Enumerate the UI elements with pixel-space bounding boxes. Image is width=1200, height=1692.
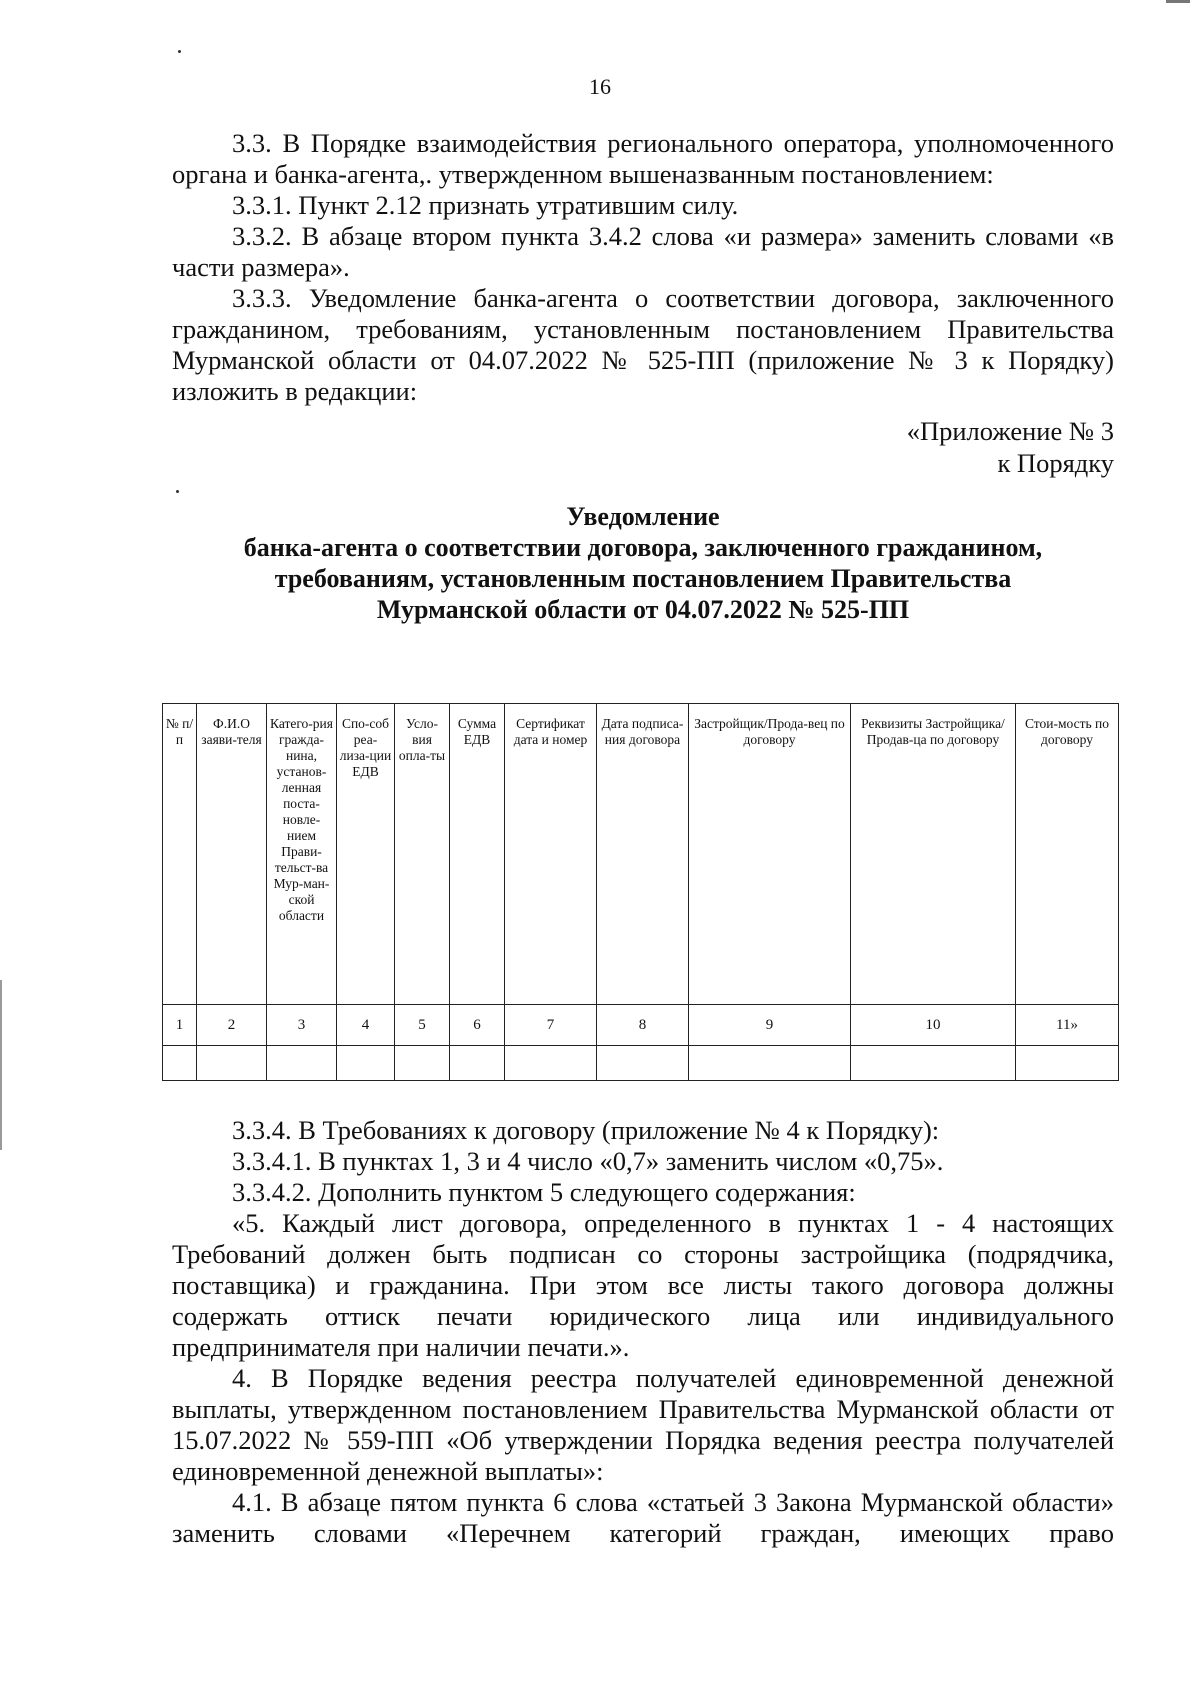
empty-cell (597, 1046, 689, 1081)
bottom-text-block (172, 1115, 1114, 1549)
col-number-cell: 4 (337, 1005, 395, 1046)
document-title: Уведомление (566, 502, 720, 531)
empty-cell (851, 1046, 1016, 1081)
document-subtitle-line3: Мурманской области от 04.07.2022 № 525-ПП (376, 595, 910, 624)
col-header-number: № п/п (163, 704, 197, 1005)
col-number-cell: 2 (197, 1005, 267, 1046)
notification-table (162, 703, 1119, 1081)
document-subtitle-line1: банка-агента о соответствии договора, заключенного гражданином, (243, 533, 1043, 562)
empty-cell (505, 1046, 597, 1081)
col-header-citizen-category: Катего-рия гражда-нина, установ-ленная поста-новле-нием Прави-тельст-ва Мур-ман-ской области (267, 704, 337, 1005)
paragraph-3-3-3: 3.3.3. Уведомление банка-агента о соответствии договора, заключенного гражданином, требованиям, установленным постановлением Правительства Мурманской области от 04.07.2022 № 525-ПП (приложение № 3 к Порядку) изложить в редакции: (172, 283, 1114, 406)
col-number-cell: 9 (689, 1005, 851, 1046)
col-number-cell: 1 (163, 1005, 197, 1046)
table-header-row (163, 704, 1119, 1005)
col-header-signing-date: Дата подписа-ния договора (597, 704, 689, 1005)
paragraph-3-3-2: 3.3.2. В абзаце втором пункта 3.4.2 слова «и размера» заменить словами «в части размера». (172, 221, 1114, 282)
col-header-certificate: Сертификат дата и номер (505, 704, 597, 1005)
scan-edge-mark (1166, 0, 1190, 3)
empty-cell (450, 1046, 505, 1081)
scan-speck (176, 490, 179, 493)
col-header-payment-method: Спо-соб реа-лиза-ции ЕДВ (337, 704, 395, 1005)
col-header-developer-requisites: Реквизиты Застройщика/Продав-ца по договору (851, 704, 1016, 1005)
top-text-block (172, 128, 1114, 625)
col-header-payment-terms: Усло-вия опла-ты (395, 704, 450, 1005)
table-column-numbers-row (163, 1005, 1119, 1046)
table-empty-row (163, 1046, 1119, 1081)
col-number-cell: 6 (450, 1005, 505, 1046)
paragraph-3-3-4-2: 3.3.4.2. Дополнить пунктом 5 следующего содержания: (232, 1177, 856, 1207)
col-number-cell: 5 (395, 1005, 450, 1046)
col-header-contract-cost: Стои-мость по договору (1016, 704, 1119, 1005)
paragraph-4: 4. В Порядке ведения реестра получателей единовременной денежной выплаты, утвержденном постановлением Правительства Мурманской области от 15.07.2022 № 559-ПП «Об утверждении Порядка ведения реестра получателей единовременной денежной выплаты»: (172, 1363, 1114, 1486)
appendix-to-order: к Порядку (997, 448, 1114, 478)
document-subtitle-line2: требованиям, установленным постановлением Правительства (274, 564, 1012, 593)
empty-cell (1016, 1046, 1119, 1081)
empty-cell (163, 1046, 197, 1081)
empty-cell (337, 1046, 395, 1081)
col-number-cell: 8 (597, 1005, 689, 1046)
col-header-developer-seller: Застройщик/Прода-вец по договору (689, 704, 851, 1005)
page-number: 16 (589, 74, 611, 99)
appendix-label: «Приложение № 3 (906, 416, 1114, 446)
empty-cell (267, 1046, 337, 1081)
col-header-payment-amount: Сумма ЕДВ (450, 704, 505, 1005)
paragraph-3-3-4: 3.3.4. В Требованиях к договору (приложение № 4 к Порядку): (232, 1115, 940, 1145)
empty-cell (395, 1046, 450, 1081)
empty-cell (197, 1046, 267, 1081)
col-number-cell: 7 (505, 1005, 597, 1046)
paragraph-4-1: 4.1. В абзаце пятом пункта 6 слова «статьей 3 Закона Мурманской области» заменить словами «Перечнем категорий граждан, имеющих право (172, 1487, 1114, 1548)
empty-cell (689, 1046, 851, 1081)
paragraph-quoted-item-5: «5. Каждый лист договора, определенного в пунктах 1 - 4 настоящих Требований должен быть подписан со стороны застройщика (подрядчика, поставщика) и гражданина. При этом все листы такого договора должны содержать оттиск печати юридического лица или индивидуального предпринимателя при наличии печати.». (172, 1208, 1114, 1362)
paragraph-3-3-1: 3.3.1. Пункт 2.12 признать утратившим силу. (232, 190, 739, 220)
paragraph-3-3-4-1: 3.3.4.1. В пунктах 1, 3 и 4 число «0,7» заменить числом «0,75». (232, 1146, 944, 1176)
scan-speck (178, 50, 181, 53)
col-number-cell: 3 (267, 1005, 337, 1046)
paragraph-3-3: 3.3. В Порядке взаимодействия регионального оператора, уполномоченного органа и банка-агента,. утвержденном вышеназванным постановлением: (172, 128, 1114, 189)
col-number-cell: 10 (851, 1005, 1016, 1046)
col-header-applicant-name: Ф.И.О заяви-теля (197, 704, 267, 1005)
col-number-cell: 11» (1016, 1005, 1119, 1046)
scan-edge-mark (0, 980, 2, 1150)
